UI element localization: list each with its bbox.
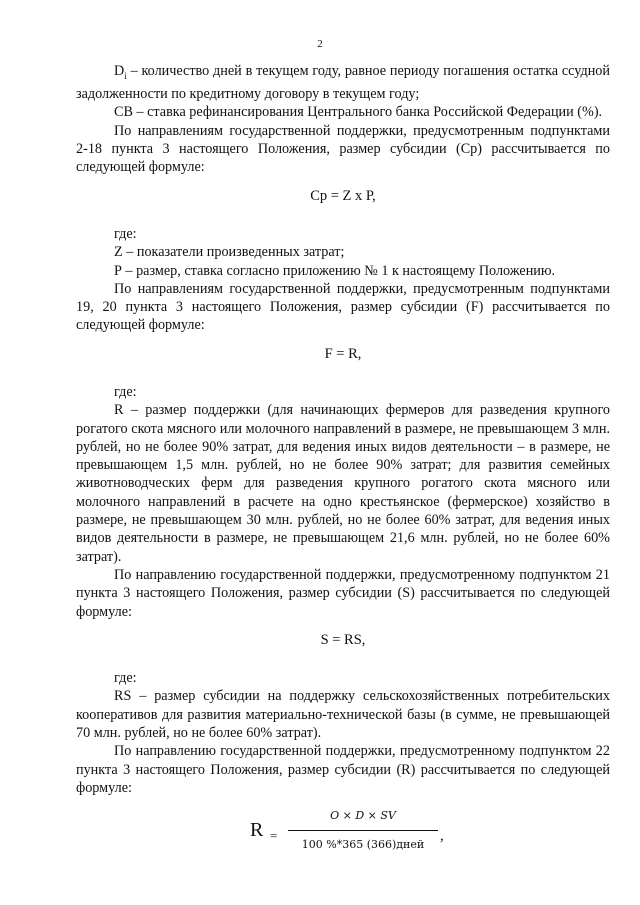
paragraph-z-definition: Z – показатели произведенных затрат;: [114, 244, 345, 261]
di-symbol: D: [114, 63, 125, 79]
formula-r-fraction: [288, 807, 438, 854]
formula-r-comma: ,: [440, 828, 444, 845]
document-body: [76, 62, 610, 867]
formula-r: [76, 807, 610, 867]
paragraph-subsidy-cp-intro: По направлениям государственной поддержки, предусмотренным подпунктами 2-18 пункта 3 настоящего Положения, размер субсидии (Ср) рассчитывается по следующей формуле:: [76, 122, 610, 176]
where-label-1: где:: [114, 225, 137, 242]
formula-r-equals: =: [270, 828, 278, 844]
formula-r-numerator: O × D × SV: [330, 809, 396, 823]
page-number: 2: [317, 38, 323, 50]
di-text: – количество дней в текущем году, равное периоду погашения остатка ссудной задолженности по кредитному договору в текущем году;: [76, 63, 610, 103]
paragraph-rs-definition: RS – размер субсидии на поддержку сельскохозяйственных потребительских кооперативов для развития материально-технической базы (в сумме, не превышающей 70 млн. рублей, но не более 60% затрат).: [76, 688, 610, 742]
paragraph-cb-definition: СВ – ставка рефинансирования Центрального банка Российской Федерации (%).: [114, 104, 603, 121]
di-subscript: i: [124, 70, 127, 81]
paragraph-subsidy-r-intro: По направлению государственной поддержки, предусмотренному подпунктом 22 пункта 3 настоящего Положения, размер субсидии (R) рассчитывается по следующей формуле:: [76, 743, 610, 796]
paragraph-p-definition: Р – размер, ставка согласно приложению № 1 к настоящему Положению.: [114, 262, 556, 279]
formula-cp: Ср = Z х Р,: [310, 187, 376, 204]
paragraph-di-definition: [76, 62, 610, 103]
paragraph-subsidy-s-intro: По направлению государственной поддержки, предусмотренному подпунктом 21 пункта 3 настоящего Положения, размер субсидии (S) рассчитывается по следующей формуле:: [76, 566, 610, 620]
paragraph-r-definition: R – размер поддержки (для начинающих фермеров для разведения крупного рогатого скота мясного или молочного направлений в размере, не превышающем 3 млн. рублей, но не более 90% затрат, для ведения иных видов деятельности – в размере, не превышающем 1,5 млн. рублей, но не более 90% затрат; для развития семейных животноводческих ферм для разведения крупного рогатого скота мясного или молочного направлений в расчете на одно крестьянское (фермерское) хозяйство в размере, не превышающем 30 млн. рублей, но не более 60% затрат, для ведения иных видов деятельности в размере, не превышающем 21,6 млн. рублей, но не более 60% затрат).: [76, 402, 610, 565]
formula-r-denominator: 100 %*365 (366)дней: [301, 837, 425, 851]
where-label-3: где:: [114, 670, 137, 687]
paragraph-subsidy-f-intro: По направлениям государственной поддержки, предусмотренным подпунктами 19, 20 пункта 3 настоящего Положения, размер субсидии (F) рассчитывается по следующей формуле:: [76, 280, 610, 334]
formula-s: S = RS,: [320, 631, 366, 648]
where-label-2: где:: [114, 383, 137, 400]
formula-f: F = R,: [324, 345, 362, 362]
formula-r-lhs: R: [250, 819, 264, 842]
